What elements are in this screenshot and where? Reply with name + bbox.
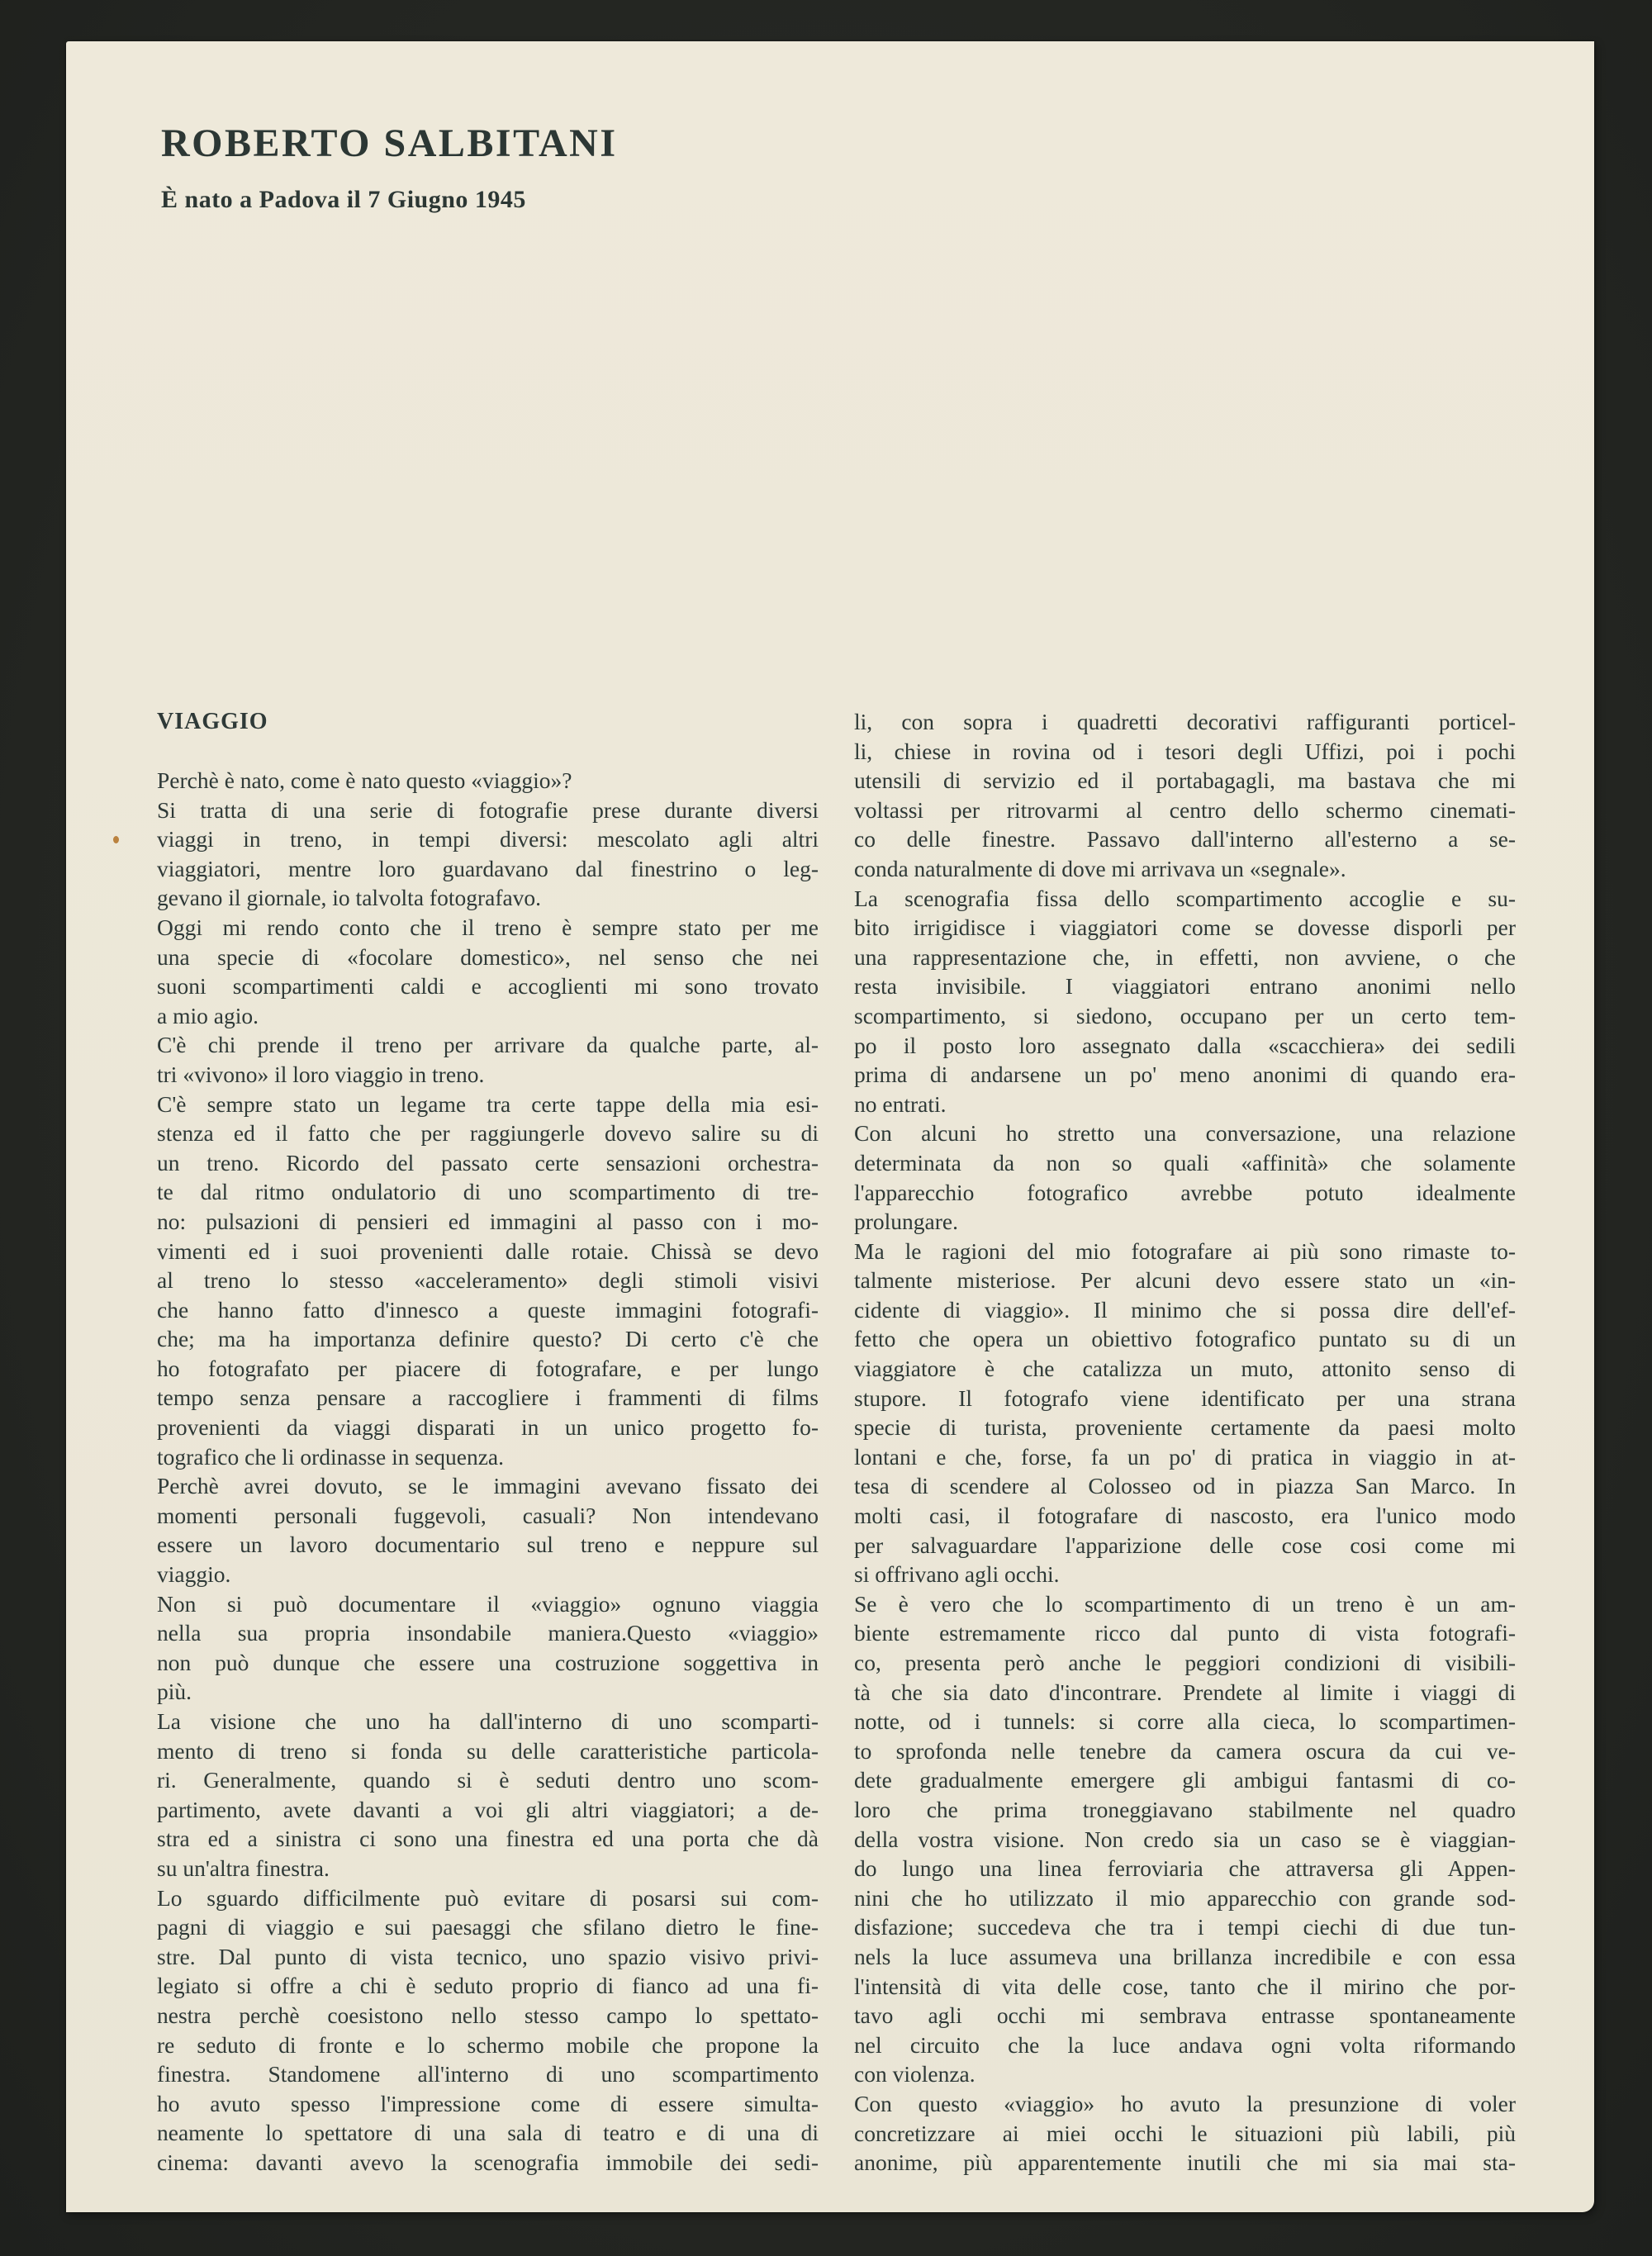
right-column-text — [854, 707, 1516, 2178]
text-line: tavo agli occhi mi sembrava entrasse spontaneamente — [854, 2002, 1516, 2029]
text-line: co, presenta però anche le peggiori condizioni di visibili- — [854, 1650, 1516, 1675]
text-line: un treno. Ricordo del passato certe sensazioni orchestra- — [157, 1149, 819, 1175]
text-line: Lo sguardo difficilmente può evitare di posarsi sui com- — [157, 1884, 819, 1911]
text-line: biente estremamente ricco dal punto di vista fotografi- — [854, 1620, 1516, 1646]
text-line: nini che ho utilizzato il mio apparecchio con grande sod- — [854, 1884, 1516, 1911]
text-line: gevano il giornale, io talvolta fotografavo. — [157, 885, 542, 911]
text-line: C'è sempre stato un legame tra certe tappe della mia esi- — [157, 1090, 819, 1117]
text-line: co delle finestre. Passavo dall'interno all'esterno a se- — [854, 826, 1516, 853]
text-line: loro che prima troneggiavano stabilmente nel quadro — [854, 1796, 1516, 1822]
text-line: te dal ritmo ondulatorio di uno scompartimento di tre- — [157, 1179, 819, 1205]
text-line: viaggi in treno, in tempi diversi: mescolato agli altri — [157, 826, 819, 853]
text-line: non può dunque che essere una costruzione soggettiva in — [157, 1649, 819, 1675]
text-line: ho fotografato per piacere di fotografare, e per lungo — [157, 1355, 819, 1381]
text-line: che hanno fatto d'innesco a queste immagini fotografi- — [157, 1296, 819, 1323]
text-line: stre. Dal punto di vista tecnico, uno spazio visivo privi- — [157, 1943, 819, 1969]
text-line: cinema: davanti avevo la scenografia immobile dei sedi- — [157, 2149, 819, 2175]
text-line: disfazione; succedeva che tra i tempi ciechi di due tun- — [854, 1914, 1516, 1940]
text-line: nestra perchè coesistono nello stesso campo lo spettato- — [157, 2002, 819, 2028]
text-line: l'intensità di vita delle cose, tanto che il mirino che por- — [854, 1973, 1516, 1999]
text-line: ho avuto spesso l'impressione come di essere simulta- — [157, 2090, 819, 2116]
text-line: una specie di «focolare domestico», nel senso che nei — [157, 943, 819, 970]
text-line: si offrivano agli occhi. — [854, 1561, 1060, 1588]
text-line: notte, od i tunnels: si corre alla cieca, lo scompartimen- — [854, 1708, 1516, 1735]
text-line: pagni di viaggio e sui paesaggi che sfilano dietro le fine- — [157, 1914, 819, 1940]
text-line: Oggi mi rendo conto che il treno è sempre stato per me — [157, 914, 819, 940]
text-line: più. — [157, 1679, 192, 1705]
text-line: La visione che uno ha dall'interno di uno scomparti- — [157, 1708, 819, 1734]
text-line: fetto che opera un obiettivo fotografico puntato su di un — [854, 1326, 1516, 1352]
text-line: li, con sopra i quadretti decorativi raffiguranti porticel- — [854, 709, 1516, 734]
text-line: con violenza. — [854, 2061, 976, 2087]
text-line: La scenografia fissa dello scompartimento accoglie e su- — [854, 885, 1516, 911]
text-line: stra ed a sinistra ci sono una finestra ed una porta che dà — [157, 1826, 819, 1852]
heading-spacer — [157, 737, 819, 766]
text-line: nel circuito che la luce andava ogni volta riformando — [854, 2031, 1516, 2058]
text-line: viaggiatori, mentre loro guardavano dal finestrino o leg- — [157, 855, 819, 881]
text-line: essere un lavoro documentario sul treno e neppure sul — [157, 1532, 819, 1558]
text-line: Con alcuni ho stretto una conversazione, una relazione — [854, 1120, 1516, 1147]
text-line: Se è vero che lo scompartimento di un treno è un am- — [854, 1590, 1516, 1617]
text-line: resta invisibile. I viaggiatori entrano anonimi nello — [854, 973, 1516, 1000]
text-line: no entrati. — [854, 1090, 947, 1117]
text-line: utensili di servizio ed il portabagagli, ma bastava che mi — [854, 767, 1516, 794]
text-line: finestra. Standomene all'interno di uno scompartimento — [157, 2061, 819, 2087]
text-line: cidente di viaggio». Il minimo che si possa dire dell'ef- — [854, 1296, 1516, 1323]
left-column-text — [157, 766, 819, 2178]
text-line: scompartimento, si siedono, occupano per un certo tem- — [854, 1002, 1516, 1028]
text-line: tri «vivono» il loro viaggio in treno. — [157, 1061, 485, 1087]
article-columns — [157, 707, 1516, 2178]
text-line: neamente lo spettatore di una sala di teatro e di una di — [157, 2120, 819, 2146]
text-line: concretizzare ai miei occhi le situazioni più labili, più — [854, 2120, 1516, 2146]
text-line: lontani e che, forse, fa un po' di pratica in viaggio in at- — [854, 1443, 1516, 1470]
text-line: una rappresentazione che, in effetti, non avviene, o che — [854, 943, 1516, 970]
right-column — [854, 707, 1516, 2178]
text-line: Si tratta di una serie di fotografie prese durante diversi — [157, 796, 819, 823]
text-line: provenienti da viaggi disparati in un unico progetto fo- — [157, 1414, 819, 1441]
text-line: partimento, avete davanti a voi gli altri viaggiatori; a de- — [157, 1796, 819, 1822]
text-line: legiato si offre a chi è seduto proprio di fianco ad una fi- — [157, 1973, 819, 1999]
text-line: ri. Generalmente, quando si è seduti dentro uno scom- — [157, 1767, 819, 1793]
text-line: su un'altra finestra. — [157, 1855, 330, 1881]
text-line: talmente misteriose. Per alcuni devo essere stato un «in- — [854, 1267, 1516, 1294]
text-line: tempo senza pensare a raccogliere i frammenti di films — [157, 1384, 819, 1411]
text-line: Ma le ragioni del mio fotografare ai più sono rimaste to- — [854, 1237, 1516, 1264]
text-line: bito irrigidisce i viaggiatori come se dovesse disporli per — [854, 914, 1516, 941]
text-line: anonime, più apparentemente inutili che mi sia mai sta- — [854, 2149, 1516, 2176]
text-line: a mio agio. — [157, 1002, 259, 1028]
text-line: voltassi per ritrovarmi al centro dello schermo cinemati- — [854, 796, 1516, 823]
text-line: tà che sia dato d'incontrare. Prendete al limite i viaggi di — [854, 1679, 1516, 1705]
text-line: viaggio. — [157, 1561, 231, 1588]
text-line: nella sua propria insondabile maniera.Questo «viaggio» — [157, 1620, 819, 1646]
text-line: dete gradualmente emergere gli ambigui fantasmi di co- — [854, 1767, 1516, 1793]
text-line: conda naturalmente di dove mi arrivava un «segnale». — [854, 855, 1346, 881]
text-line: tesa di scendere al Colosseo od in piazza San Marco. In — [854, 1473, 1516, 1499]
text-line: l'apparecchio fotografico avrebbe potuto idealmente — [854, 1179, 1516, 1205]
text-line: mento di treno si fonda su delle caratteristiche particola- — [157, 1737, 819, 1764]
text-line: Perchè è nato, come è nato questo «viaggio»? — [157, 767, 572, 793]
text-line: specie di turista, proveniente certamente da paesi molto — [854, 1414, 1516, 1441]
text-line: prolungare. — [854, 1209, 958, 1235]
text-line: Non si può documentare il «viaggio» ognuno viaggia — [157, 1590, 819, 1617]
text-line: stenza ed il fatto che per raggiungerle dovevo salire su di — [157, 1120, 819, 1147]
text-line: prima di andarsene un po' meno anonimi di quando era- — [854, 1062, 1516, 1088]
paper-sheet — [66, 41, 1594, 2212]
paper-speck — [113, 836, 119, 843]
text-line: do lungo una linea ferroviaria che attraversa gli Appen- — [854, 1855, 1516, 1882]
left-column — [157, 707, 819, 2178]
text-line: viaggiatore è che catalizza un muto, attonito senso di — [854, 1356, 1516, 1382]
text-line: suoni scompartimenti caldi e accoglienti mi sono trovato — [157, 973, 819, 1000]
text-line: che; ma ha importanza definire questo? Di certo c'è che — [157, 1326, 819, 1352]
text-line: della vostra visione. Non credo sia un caso se è viaggian- — [854, 1826, 1516, 1852]
text-line: re seduto di fronte e lo schermo mobile che propone la — [157, 2031, 819, 2058]
text-line: to sprofonda nelle tenebre da camera oscura da cui ve- — [854, 1737, 1516, 1764]
text-line: Con questo «viaggio» ho avuto la presunzione di voler — [854, 2090, 1516, 2116]
text-line: nels la luce assumeva una brillanza incredibile e con essa — [854, 1943, 1516, 1969]
page-title: ROBERTO SALBITANI — [161, 121, 618, 165]
text-line: per salvaguardare l'apparizione delle cose cosi come mi — [854, 1532, 1516, 1558]
text-line: Perchè avrei dovuto, se le immagini avevano fissato dei — [157, 1473, 819, 1499]
section-heading: VIAGGIO — [157, 709, 268, 734]
text-line: no: pulsazioni di pensieri ed immagini al passo con i mo- — [157, 1208, 819, 1234]
text-line: vimenti ed i suoi provenienti dalle rotaie. Chissà se devo — [157, 1237, 819, 1264]
text-line: C'è chi prende il treno per arrivare da qualche parte, al- — [157, 1032, 819, 1058]
text-line: li, chiese in rovina od i tesori degli Uffizi, poi i pochi — [854, 738, 1516, 764]
text-line: tografico che li ordinasse in sequenza. — [157, 1443, 504, 1470]
text-line: molti casi, il fotografare di nascosto, era l'unico modo — [854, 1503, 1516, 1529]
text-line: determinata da non so quali «affinità» che solamente — [854, 1149, 1516, 1175]
page-subtitle: È nato a Padova il 7 Giugno 1945 — [161, 186, 526, 213]
text-line: po il posto loro assegnato dalla «scacchiera» dei sedili — [854, 1032, 1516, 1058]
text-line: al treno lo stesso «acceleramento» degli stimoli visivi — [157, 1267, 819, 1294]
text-line: momenti personali fuggevoli, casuali? Non intendevano — [157, 1502, 819, 1528]
text-line: stupore. Il fotografo viene identificato per una strana — [854, 1384, 1516, 1411]
